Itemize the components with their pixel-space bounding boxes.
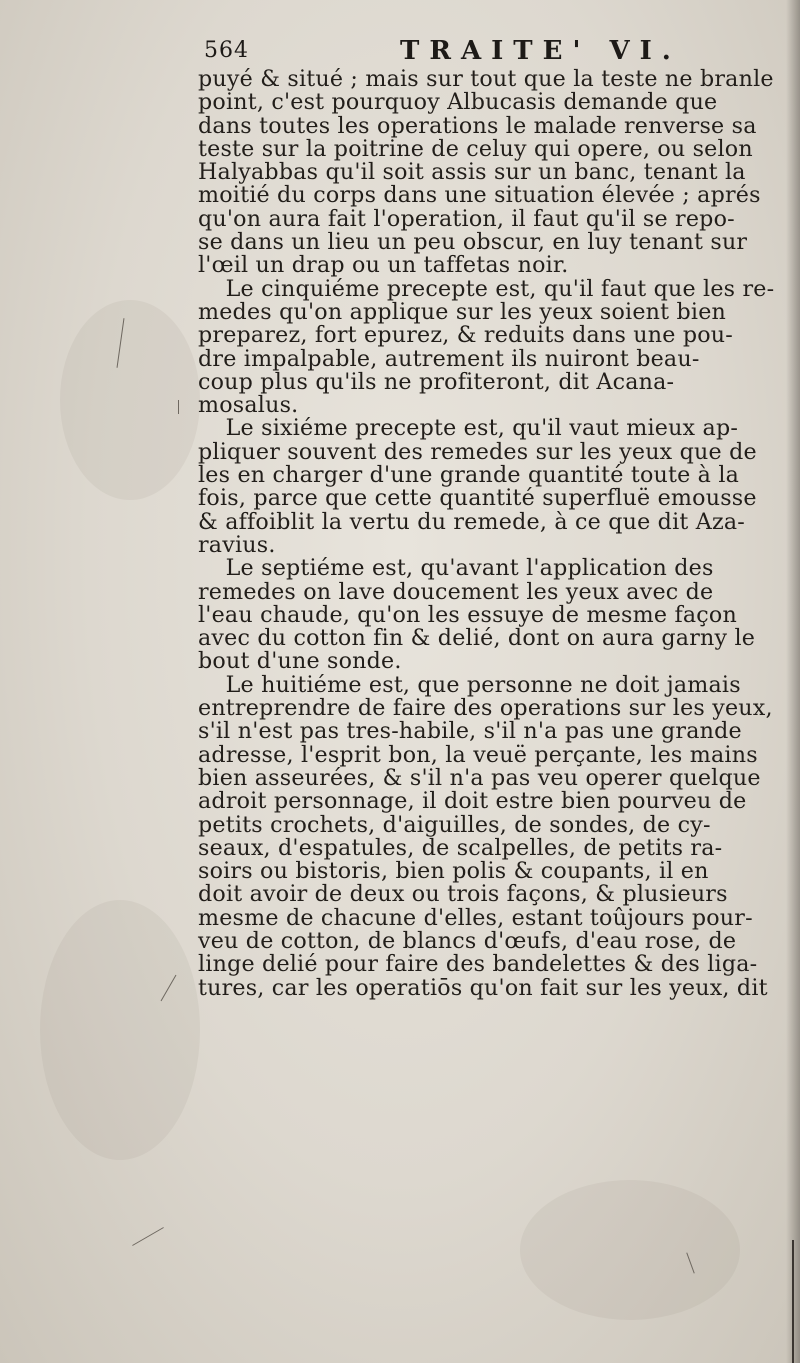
- text-line: mesme de chacune d'elles, estant toûjours pour-: [198, 904, 753, 931]
- text-line: tures, car les operatiōs qu'on fait sur les yeux, dit: [198, 974, 768, 1001]
- text-line: point, c'est pourquoy Albucasis demande que: [198, 89, 718, 116]
- text-line: fois, parce que cette quantité superfluë emousse: [198, 485, 757, 512]
- text-line: bout d'une sonde.: [198, 648, 402, 675]
- paper-stain: [520, 1180, 740, 1320]
- text-line: dans toutes les operations le malade renverse sa: [198, 112, 757, 139]
- text-line: petits crochets, d'aiguilles, de sondes, de cy-: [198, 811, 711, 838]
- text-line: seaux, d'espatules, de scalpelles, de petits ra-: [198, 834, 723, 861]
- text-line: adresse, l'esprit bon, la veuë perçante, les mains: [198, 741, 758, 768]
- text-line: remedes on lave doucement les yeux avec de: [198, 578, 714, 605]
- text-line: Le huitiéme est, que personne ne doit jamais: [225, 671, 741, 698]
- text-line: s'il n'est pas tres-habile, s'il n'a pas une grande: [198, 718, 742, 745]
- page-number: 564: [204, 38, 249, 63]
- text-line: linge delié pour faire des bandelettes & des liga-: [198, 951, 758, 978]
- text-line: avec du cotton fin & delié, dont on aura garny le: [198, 625, 756, 652]
- text-line: moitié du corps dans une situation élevée ; aprés: [198, 182, 761, 209]
- text-line: & affoiblit la vertu du remede, à ce que dit Aza-: [198, 508, 745, 535]
- running-title: TRAITE' VI.: [400, 36, 681, 66]
- text-line: medes qu'on applique sur les yeux soient bien: [198, 298, 727, 325]
- text-line: l'œil un drap ou un taffetas noir.: [198, 252, 569, 279]
- text-line: l'eau chaude, qu'on les essuye de mesme façon: [198, 601, 737, 628]
- text-line: entreprendre de faire des operations sur les yeux,: [198, 695, 773, 722]
- margin-scratch: [178, 400, 179, 414]
- text-line: teste sur la poitrine de celuy qui opere, ou selon: [198, 135, 753, 162]
- paper-stain: [40, 900, 200, 1160]
- text-line: doit avoir de deux ou trois façons, & plusieurs: [198, 881, 728, 908]
- text-line: veu de cotton, de blancs d'œufs, d'eau rose, de: [198, 927, 737, 954]
- text-line: se dans un lieu un peu obscur, en luy tenant sur: [198, 229, 748, 256]
- text-line: preparez, fort epurez, & reduits dans une pou-: [198, 322, 733, 349]
- text-line: qu'on aura fait l'operation, il faut qu'il se repo-: [198, 205, 735, 232]
- text-line: Le cinquiéme precepte est, qu'il faut que les re-: [225, 275, 775, 302]
- text-line: Le sixiéme precepte est, qu'il vaut mieux ap-: [225, 415, 739, 442]
- margin-scratch: [132, 1227, 164, 1246]
- text-line: puyé & situé ; mais sur tout que la teste ne branle: [198, 66, 774, 92]
- text-line: dre impalpable, autrement ils nuiront beau-: [198, 345, 700, 372]
- text-line: Halyabbas qu'il soit assis sur un banc, tenant la: [198, 159, 746, 186]
- text-line: Le septiéme est, qu'avant l'application des: [225, 555, 714, 582]
- text-line: coup plus qu'ils ne profiteront, dit Acana-: [198, 368, 675, 395]
- page-header: [200, 38, 780, 68]
- paper-stain: [60, 300, 200, 500]
- text-line: ravius.: [198, 531, 276, 558]
- text-line: bien asseurées, & s'il n'a pas veu operer quelque: [198, 764, 761, 791]
- text-line: les en charger d'une grande quantité toute à la: [198, 462, 740, 489]
- text-line: soirs ou bistoris, bien polis & coupants, il en: [198, 858, 709, 885]
- page-edge-shadow: [786, 0, 800, 1363]
- text-line: mosalus.: [198, 392, 299, 419]
- page-edge-line: [792, 1240, 794, 1363]
- body-text: [198, 68, 788, 1000]
- text-line: pliquer souvent des remedes sur les yeux que de: [198, 438, 757, 465]
- text-line: adroit personnage, il doit estre bien pourveu de: [198, 788, 747, 815]
